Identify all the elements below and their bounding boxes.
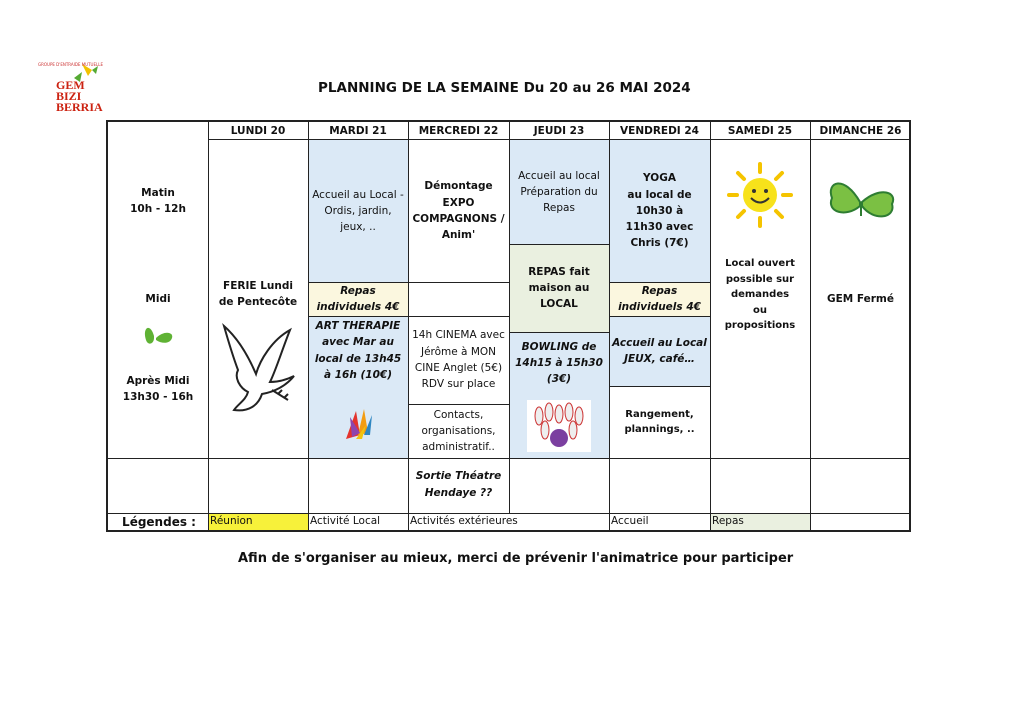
day-header-vendredi: VENDREDI 24 — [620, 124, 699, 137]
jeudi-line-1 — [509, 244, 609, 245]
yoga-title: YOGA — [643, 172, 676, 185]
mardi-aprem: ART THERAPIE avec Mar au local de 13h45 à 16h (10€) — [308, 316, 408, 388]
jeudi-aprem: BOWLING de 14h15 à 15h30 (3€) — [509, 332, 609, 394]
lundi-ferie: FERIE Lundi de Pentecôte — [218, 279, 298, 308]
art-paint-icon — [338, 405, 378, 441]
vendredi-aprem: Accueil au Local JEUX, café… — [609, 316, 710, 386]
mercredi-aprem: 14h CINEMA avec Jérôme à MON CINE Anglet (5€) RDV sur place — [412, 329, 505, 391]
jeudi-bowling-image — [509, 394, 609, 458]
samedi-text: Local ouvert possible sur demandes ou propositions — [724, 258, 796, 332]
mercredi-matin: Démontage EXPO COMPAGNONS / Anim' — [412, 180, 505, 242]
header-divider — [208, 139, 911, 140]
jeudi-matin: Accueil au local Préparation du Repas — [509, 140, 609, 244]
lundi-dove — [208, 316, 308, 420]
jeudi-line-2 — [509, 332, 609, 333]
day-header-mercredi: MERCREDI 22 — [418, 124, 499, 137]
day-header-dimanche: DIMANCHE 26 — [819, 124, 902, 137]
footer-note: Afin de s'organiser au mieux, merci de prévenir l'animatrice pour participer — [238, 551, 794, 566]
logo-tagline: GROUPE D'ENTRAIDE MUTUELLE — [38, 62, 103, 67]
mercredi-line-2 — [408, 316, 509, 317]
legend-activites-exterieures: Activités extérieures — [410, 515, 518, 527]
mardi-line-2 — [308, 316, 408, 317]
mercredi-line-1 — [408, 282, 509, 283]
legend-activite-local: Activité Local — [310, 515, 381, 527]
col-divider-7 — [810, 122, 811, 530]
schedule-table — [106, 120, 911, 532]
time-matin — [108, 180, 208, 222]
legend-label: Légendes : — [122, 515, 196, 529]
mardi-midi: Repas individuels 4€ — [308, 282, 408, 316]
dove-icon — [216, 320, 300, 416]
samedi-sun — [710, 140, 810, 250]
col-divider-2 — [308, 122, 309, 530]
yoga-details: au local de 10h30 à 11h30 avec Chris (7€) — [625, 188, 694, 250]
vendredi-line-3 — [609, 386, 710, 387]
dimanche-butterfly — [810, 162, 911, 242]
bowling-icon — [527, 400, 591, 452]
vendredi-rangement: Rangement, plannings, .. — [624, 408, 695, 435]
time-aprem-hours: 13h30 - 16h — [122, 391, 194, 403]
time-midi: Midi — [145, 292, 171, 305]
vendredi-line-2 — [609, 316, 710, 317]
time-matin-label: Matin — [141, 186, 175, 199]
col-divider-4 — [509, 122, 510, 514]
day-header-mardi: MARDI 21 — [329, 124, 387, 137]
day-header-lundi: LUNDI 20 — [230, 124, 286, 137]
vendredi-midi: Repas individuels 4€ — [609, 282, 710, 316]
mardi-line-1 — [308, 282, 408, 283]
sun-icon — [725, 160, 795, 230]
vendredi-line-1 — [609, 282, 710, 283]
legend-reunion: Réunion — [208, 514, 308, 530]
time-matin-hours: 10h - 12h — [130, 203, 186, 215]
mercredi-contacts: Contacts, organisations, administratif.. — [421, 408, 496, 454]
jeudi-midi: REPAS fait maison au LOCAL — [509, 244, 609, 332]
time-midi-butterfly — [108, 318, 208, 352]
day-header-jeudi: JEUDI 23 — [533, 124, 585, 137]
col-divider-1 — [208, 122, 209, 530]
small-butterfly-icon — [140, 320, 176, 350]
day-header-samedi: SAMEDI 25 — [727, 124, 793, 137]
dimanche-text: GEM Fermé — [826, 292, 894, 305]
mardi-aprem-art — [308, 388, 408, 458]
vendredi-yoga — [609, 140, 710, 282]
gem-logo — [38, 62, 103, 114]
page-title: PLANNING DE LA SEMAINE Du 20 au 26 MAI 2024 — [318, 80, 691, 96]
legend-accueil: Accueil — [611, 515, 649, 527]
col-divider-6 — [710, 122, 711, 530]
mercredi-sortie: Sortie Théatre Hendaye ?? — [415, 470, 502, 499]
time-aprem-label: Après Midi — [126, 374, 190, 387]
col-divider-5 — [609, 122, 610, 530]
logo-name: GEM BIZI BERRIA — [56, 78, 103, 114]
legend-repas: Repas — [710, 514, 810, 530]
butterfly-icon — [824, 172, 898, 232]
mercredi-line-3 — [408, 404, 509, 405]
col-divider-3 — [408, 122, 409, 530]
mardi-matin: Accueil au Local - Ordis, jardin, jeux, .. — [308, 140, 408, 282]
time-aprem — [108, 368, 208, 410]
